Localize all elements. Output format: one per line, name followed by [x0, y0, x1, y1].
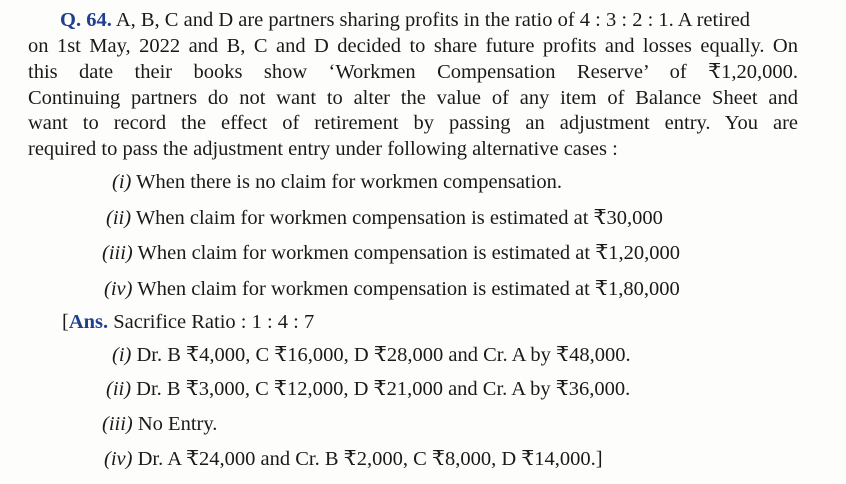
answer-item	[104, 447, 603, 471]
case-item	[106, 206, 663, 230]
case-number: (iv)	[104, 278, 133, 300]
answer-number: (ii)	[106, 378, 132, 400]
case-number: (i)	[112, 171, 132, 193]
question-line-5: want to record the effect of retirement by passing an adjustment entry. You are	[28, 112, 798, 134]
case-text: When there is no claim for workmen compensation.	[136, 171, 562, 193]
answer-label: Ans.	[68, 311, 109, 333]
answer-number: (i)	[112, 344, 132, 366]
case-text: When claim for workmen compensation is estimated at ₹30,000	[135, 207, 663, 229]
answer-item	[112, 343, 631, 367]
case-text: When claim for workmen compensation is estimated at ₹1,20,000	[137, 242, 681, 264]
question-number: Q. 64.	[60, 9, 112, 31]
case-item	[102, 241, 680, 265]
question-line-1	[60, 8, 750, 32]
question-line-2: on 1st May, 2022 and B, C and D decided to share future profits and losses equally. On	[28, 35, 798, 57]
case-item	[104, 277, 680, 301]
case-number: (ii)	[106, 207, 132, 229]
answer-text: Dr. B ₹3,000, C ₹12,000, D ₹21,000 and Cr. A by ₹36,000.	[136, 378, 631, 400]
answer-text: Dr. A ₹24,000 and Cr. B ₹2,000, C ₹8,000, D ₹14,000.]	[137, 448, 603, 470]
answer-text: No Entry.	[137, 413, 218, 435]
answer-item	[102, 412, 217, 436]
answer-number: (iv)	[104, 448, 133, 470]
case-text: When claim for workmen compensation is estimated at ₹1,80,000	[137, 278, 680, 300]
answer-text: Dr. B ₹4,000, C ₹16,000, D ₹28,000 and Cr. A by ₹48,000.	[136, 344, 631, 366]
answer-header	[62, 310, 314, 334]
answer-bracket: [	[62, 311, 69, 333]
sacrifice-ratio: Sacrifice Ratio : 1 : 4 : 7	[113, 311, 315, 333]
case-number: (iii)	[102, 242, 133, 264]
answer-number: (iii)	[102, 413, 133, 435]
answer-item	[106, 377, 630, 401]
case-item	[112, 170, 562, 194]
question-text-1: A, B, C and D are partners sharing profits in the ratio of 4 : 3 : 2 : 1. A retired	[115, 9, 751, 31]
question-line-6: required to pass the adjustment entry under following alternative cases :	[28, 138, 618, 160]
question-line-4: Continuing partners do not want to alter the value of any item of Balance Sheet and	[28, 87, 798, 109]
question-line-3: this date their books show ‘Workmen Compensation Reserve’ of ₹1,20,000.	[28, 61, 798, 83]
